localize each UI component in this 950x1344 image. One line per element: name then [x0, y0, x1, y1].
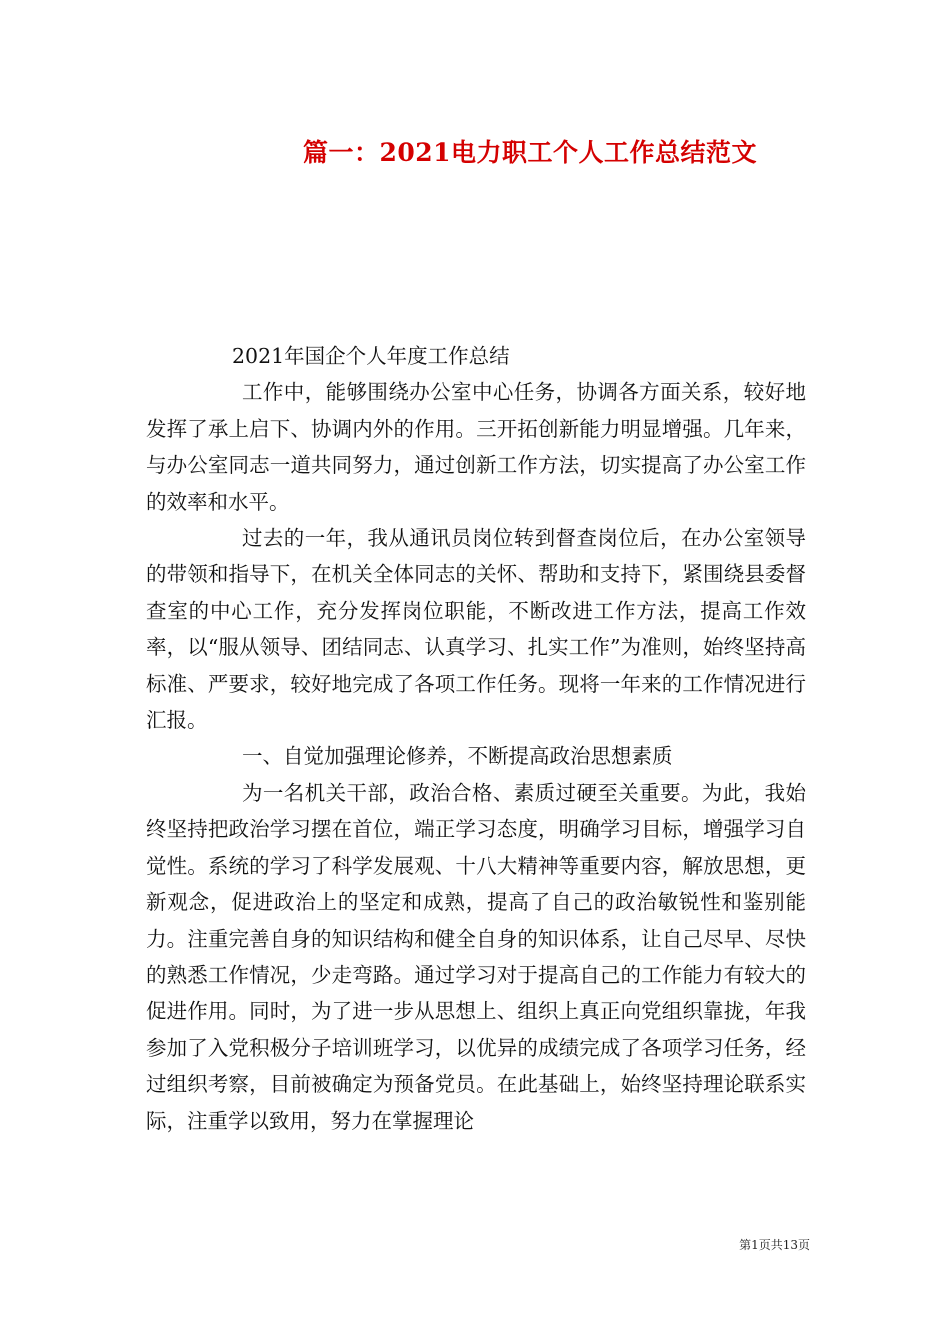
paragraph-2: 过去的一年，我从通讯员岗位转到督查岗位后，在办公室领导的带领和指导下，在机关全体同志的关怀、帮助和支持下，紧围绕县委督查室的中心工作，充分发挥岗位职能，不断改进工作方法，提高工作效率，以“服从领导、团结同志、认真学习、扎实工作”为准则，始终坚持高标准、严要求，较好地完成了各项工作任务。现将一年来的工作情况进行汇报。 [146, 526, 806, 733]
section-heading-1: 一、自觉加强理论修养，不断提高政治思想素质 [242, 744, 673, 769]
paragraph-1: 工作中，能够围绕办公室中心任务，协调各方面关系，较好地发挥了承上启下、协调内外的作用。三开拓创新能力明显增强。几年来，与办公室同志一道共同努力，通过创新工作方法，切实提高了办公室工作的效率和水平。 [146, 380, 806, 514]
document-subtitle: 2021年国企个人年度工作总结 [232, 344, 510, 368]
paragraph-3: 为一名机关干部，政治合格、素质过硬至关重要。为此，我始终坚持把政治学习摆在首位，端正学习态度，明确学习目标，增强学习自觉性。系统的学习了科学发展观、十八大精神等重要内容，解放思想，更新观念，促进政治上的坚定和成熟，提高了自己的政治敏锐性和鉴别能力。注重完善自身的知识结构和健全自身的知识体系，让自己尽早、尽快的熟悉工作情况，少走弯路。通过学习对于提高自己的工作能力有较大的促进作用。同时，为了进一步从思想上、组织上真正向党组织靠拢，年我参加了入党积极分子培训班学习，以优异的成绩完成了各项学习任务，经过组织考察，目前被确定为预备党员。在此基础上，始终坚持理论联系实际，注重学以致用，努力在掌握理论 [146, 780, 806, 1133]
page-number: 第1页共13页 [739, 1238, 810, 1252]
document-title: 篇一：2021电力职工个人工作总结范文 [302, 138, 758, 167]
document-body [146, 338, 806, 1139]
